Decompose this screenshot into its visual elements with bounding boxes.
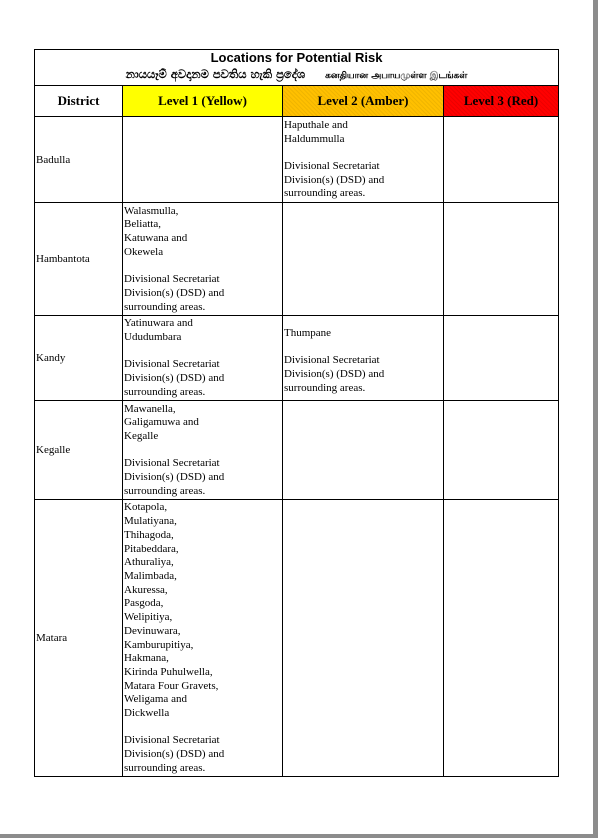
level-2-cell xyxy=(283,203,444,316)
district-name: Kegalle xyxy=(35,401,123,500)
district-name: Matara xyxy=(35,500,123,777)
title-local-languages xyxy=(36,66,557,85)
header-row xyxy=(35,86,559,117)
locations-list: Thumpane xyxy=(284,326,332,339)
level-1-cell xyxy=(123,401,283,500)
dsd-note: Divisional Secretariat Division(s) (DSD) and surrounding areas. xyxy=(124,457,225,497)
level-2-cell xyxy=(283,117,444,203)
level-1-cell xyxy=(123,500,283,777)
locations-list: Kotapola, Mulatiyana, Thihagoda, Pitabeddara, Athuraliya, Malimbada, Akuressa, Pasgoda, Welipitiya, Devinuwara, Kamburupitiya, Hakmana, Kirinda Puhulwella, Matara Four Gravets, Weligama and Dickwella xyxy=(124,501,219,720)
dsd-note: Divisional Secretariat Division(s) (DSD) and surrounding areas. xyxy=(124,734,225,774)
title-tamil: கனதியான அபாயமுள்ள இடங்கள் xyxy=(325,71,468,81)
district-name: Hambantota xyxy=(35,203,123,316)
level-2-cell xyxy=(283,316,444,401)
table-row xyxy=(35,316,559,401)
locations-list: Mawanella, Galigamuwa and Kegalle xyxy=(124,402,199,442)
table-title xyxy=(35,50,559,86)
locations-list: Haputhale and Haldummulla xyxy=(284,118,348,145)
table-row xyxy=(35,117,559,203)
table-row xyxy=(35,500,559,777)
district-name: Kandy xyxy=(35,316,123,401)
dsd-note: Divisional Secretariat Division(s) (DSD) and surrounding areas. xyxy=(124,358,225,398)
header-level-1: Level 1 (Yellow) xyxy=(123,86,283,117)
level-1-cell xyxy=(123,117,283,203)
dsd-note: Divisional Secretariat Division(s) (DSD) and surrounding areas. xyxy=(284,159,385,200)
risk-locations-table xyxy=(34,49,559,777)
locations-list: Yatinuwara and Ududumbara xyxy=(124,317,193,344)
page-shadow-bottom xyxy=(0,834,598,838)
level-3-cell xyxy=(444,500,559,777)
table-row xyxy=(35,401,559,500)
page-shadow-right xyxy=(593,0,598,838)
district-name: Badulla xyxy=(35,117,123,203)
level-3-cell xyxy=(444,117,559,203)
level-2-cell xyxy=(283,500,444,777)
title-row xyxy=(35,50,559,86)
level-1-cell xyxy=(123,316,283,401)
level-3-cell xyxy=(444,316,559,401)
header-district: District xyxy=(35,86,123,117)
dsd-note: Divisional Secretariat Division(s) (DSD) and surrounding areas. xyxy=(124,273,225,313)
header-level-3: Level 3 (Red) xyxy=(444,86,559,117)
level-3-cell xyxy=(444,401,559,500)
level-3-cell xyxy=(444,203,559,316)
title-english: Locations for Potential Risk xyxy=(210,50,383,65)
title-sinhala: නායයෑම් අවදානම පවතිය හැකි ප්‍රදේශ xyxy=(125,67,306,81)
table-row xyxy=(35,203,559,316)
header-level-2: Level 2 (Amber) xyxy=(283,86,444,117)
locations-list: Walasmulla, Beliatta, Katuwana and Okewela xyxy=(124,204,188,258)
level-2-cell xyxy=(283,401,444,500)
dsd-note: Divisional Secretariat Division(s) (DSD) and surrounding areas. xyxy=(284,354,385,394)
level-1-cell xyxy=(123,203,283,316)
